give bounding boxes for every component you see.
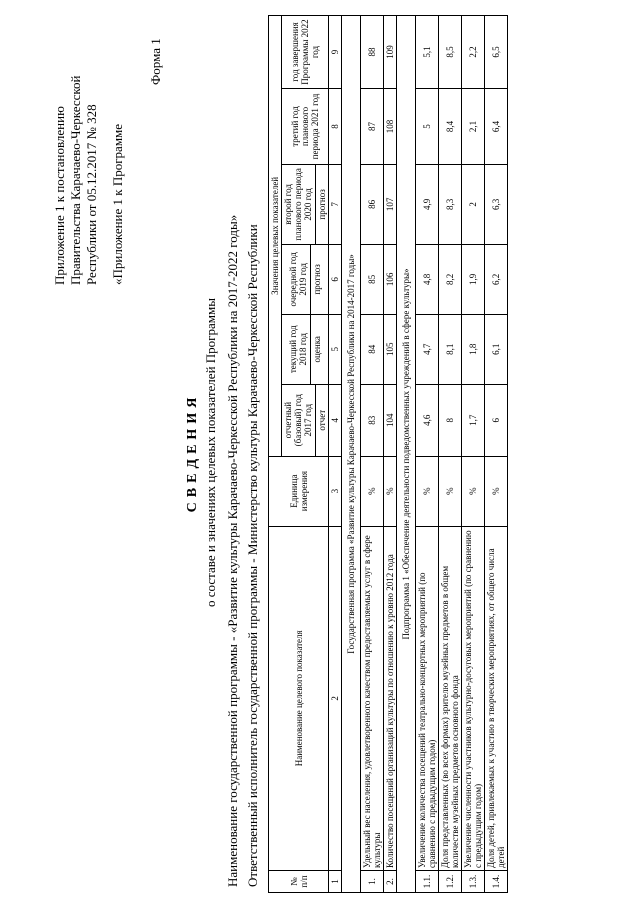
header-line: Правительства Карачаево-Черкесской bbox=[68, 75, 83, 285]
table-row bbox=[384, 16, 397, 893]
row-num: 1.4. bbox=[485, 871, 508, 893]
row-value: 1,9 bbox=[462, 244, 485, 314]
header-line: Приложение 1 к постановлению bbox=[52, 106, 67, 285]
attachment-header bbox=[52, 15, 126, 285]
row-value: 8,5 bbox=[439, 16, 462, 89]
row-value: 8,1 bbox=[439, 314, 462, 384]
header-line: «Приложение 1 к Программе bbox=[110, 123, 125, 285]
section-row bbox=[397, 16, 416, 893]
table-row bbox=[416, 16, 439, 893]
row-num: 1.2. bbox=[439, 871, 462, 893]
row-num: 1.3. bbox=[462, 871, 485, 893]
col-number: 6 bbox=[329, 244, 342, 314]
column-numbers-row bbox=[329, 16, 342, 893]
header-2018-label: текущий год 2018 год bbox=[288, 325, 308, 374]
header-2022: год завершения Программы 2022 год bbox=[282, 16, 329, 89]
row-unit: % bbox=[462, 456, 485, 526]
header-2017-label: отчетный (базовый) год 2017 год bbox=[283, 394, 313, 447]
row-value: 2,2 bbox=[462, 16, 485, 89]
header-2017-sub: отчет bbox=[315, 385, 327, 456]
row-value: 108 bbox=[384, 89, 397, 165]
row-value: 1,8 bbox=[462, 314, 485, 384]
col-number: 2 bbox=[329, 526, 342, 870]
row-value: 5,1 bbox=[416, 16, 439, 89]
row-value: 88 bbox=[361, 16, 384, 89]
col-number: 1 bbox=[329, 871, 342, 893]
row-value: 6 bbox=[485, 384, 508, 456]
header-num: № п/п bbox=[269, 871, 329, 893]
row-value: 86 bbox=[361, 164, 384, 244]
header-2018 bbox=[282, 314, 329, 384]
row-name: Увеличение количества посещений театрально-концертных мероприятий (по сравнению с предыдущим годом) bbox=[416, 526, 439, 870]
row-num: 1.1. bbox=[416, 871, 439, 893]
row-value: 87 bbox=[361, 89, 384, 165]
table-row bbox=[462, 16, 485, 893]
header-values-group: Значения целевых показателей bbox=[269, 16, 282, 457]
col-number: 5 bbox=[329, 314, 342, 384]
header-2021: третий год планового периода 2021 год bbox=[282, 89, 329, 165]
row-value: 6,5 bbox=[485, 16, 508, 89]
row-value: 104 bbox=[384, 384, 397, 456]
indicators-table bbox=[268, 15, 508, 893]
row-value: 8 bbox=[439, 384, 462, 456]
table-row bbox=[439, 16, 462, 893]
row-unit: % bbox=[416, 456, 439, 526]
document-title: СВЕДЕНИЯ bbox=[185, 392, 200, 513]
col-number: 4 bbox=[329, 384, 342, 456]
row-value: 8,2 bbox=[439, 244, 462, 314]
row-value: 4,6 bbox=[416, 384, 439, 456]
header-line: Республики от 05.12.2017 № 328 bbox=[84, 104, 99, 285]
section-title-subprogram: Подпрограмма 1 «Обеспечение деятельности подведомственных учреждений в сфере культуры» bbox=[397, 16, 416, 893]
row-value: 6,3 bbox=[485, 164, 508, 244]
program-executor: Ответственный исполнитель государственной программы - Министерство культуры Карачаево-Черкесской Республики bbox=[245, 224, 260, 887]
row-value: 84 bbox=[361, 314, 384, 384]
table-header-row bbox=[269, 16, 282, 893]
col-number: 9 bbox=[329, 16, 342, 89]
header-2018-sub: оценка bbox=[310, 315, 322, 384]
row-value: 4,7 bbox=[416, 314, 439, 384]
row-value: 6,4 bbox=[485, 89, 508, 165]
row-value: 8,4 bbox=[439, 89, 462, 165]
row-name: Количество посещений организаций культуры по отношению к уровню 2012 года bbox=[384, 526, 397, 870]
row-value: 107 bbox=[384, 164, 397, 244]
row-name: Доля представленных (во всех формах) зрителю музейных предметов в общем количестве музейных предметов основного фонда bbox=[439, 526, 462, 870]
header-name: Наименование целевого показателя bbox=[269, 526, 329, 870]
document-subtitle: о составе и значениях целевых показателей Программы bbox=[203, 298, 218, 607]
row-value: 83 bbox=[361, 384, 384, 456]
row-value: 4,9 bbox=[416, 164, 439, 244]
row-value: 6,2 bbox=[485, 244, 508, 314]
header-2019 bbox=[282, 244, 329, 314]
header-2019-sub: прогноз bbox=[310, 245, 322, 314]
section-title-program: Государственная программа «Развитие культуры Карачаево-Черкесской Республики на 2014-2017 годы» bbox=[342, 16, 361, 893]
row-value: 85 bbox=[361, 244, 384, 314]
header-unit: Единица измерения bbox=[269, 456, 329, 526]
row-name: Доля детей, привлекаемых к участию в творческих мероприятиях, от общего числа детей bbox=[485, 526, 508, 870]
row-value: 8,3 bbox=[439, 164, 462, 244]
row-value: 5 bbox=[416, 89, 439, 165]
row-value: 2,1 bbox=[462, 89, 485, 165]
header-2020-sub: прогноз bbox=[315, 165, 327, 244]
section-row bbox=[342, 16, 361, 893]
table-row bbox=[485, 16, 508, 893]
col-number: 3 bbox=[329, 456, 342, 526]
header-2020 bbox=[282, 164, 329, 244]
row-value: 106 bbox=[384, 244, 397, 314]
col-number: 7 bbox=[329, 164, 342, 244]
row-name: Удельный вес населения, удовлетворенного качеством предоставляемых услуг в сфере культуры bbox=[361, 526, 384, 870]
row-value: 4,8 bbox=[416, 244, 439, 314]
row-value: 105 bbox=[384, 314, 397, 384]
row-name: Увеличение численности участников культурно-досуговых мероприятий (по сравнению с предыдущим годом) bbox=[462, 526, 485, 870]
row-unit: % bbox=[485, 456, 508, 526]
row-value: 109 bbox=[384, 16, 397, 89]
row-unit: % bbox=[361, 456, 384, 526]
row-unit: % bbox=[384, 456, 397, 526]
row-value: 1,7 bbox=[462, 384, 485, 456]
header-2020-label: второй год планового периода 2020 год bbox=[283, 168, 313, 241]
row-value: 2 bbox=[462, 164, 485, 244]
table-row bbox=[361, 16, 384, 893]
program-name: Наименование государственной программы - «Развитие культуры Карачаево-Черкесской Республики на 2017-2022 годы» bbox=[225, 214, 240, 887]
col-number: 8 bbox=[329, 89, 342, 165]
header-2019-label: очередной год 2019 год bbox=[288, 252, 308, 307]
header-2017 bbox=[282, 384, 329, 456]
row-num: 2. bbox=[384, 871, 397, 893]
form-number: Форма 1 bbox=[148, 38, 163, 85]
row-unit: % bbox=[439, 456, 462, 526]
row-num: 1. bbox=[361, 871, 384, 893]
row-value: 6,1 bbox=[485, 314, 508, 384]
